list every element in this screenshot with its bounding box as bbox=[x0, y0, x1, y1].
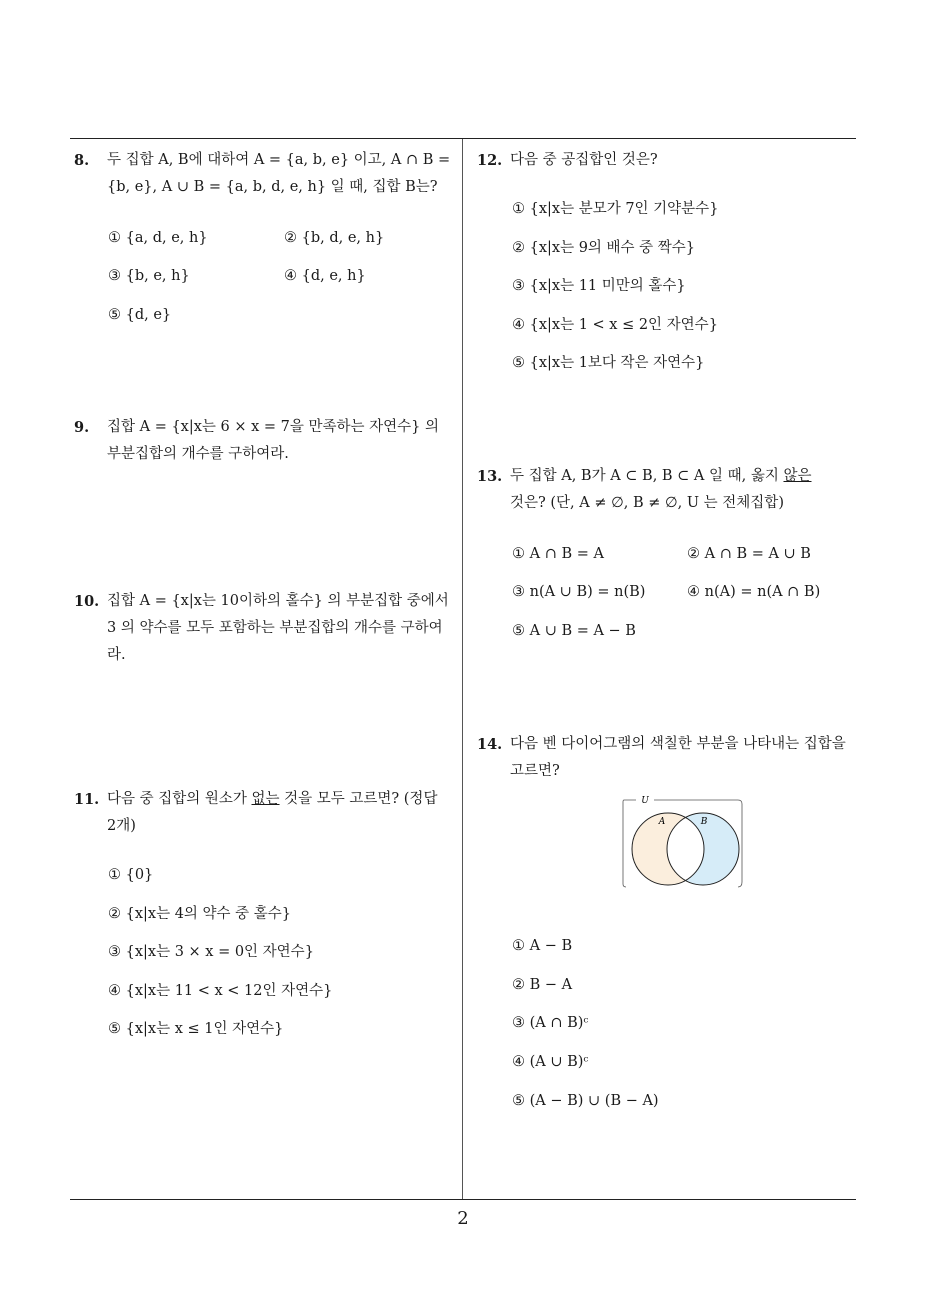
option-4[interactable]: ④ {d, e, h} bbox=[284, 268, 366, 284]
question-line: 두 집합 A, B에 대하여 A = {a, b, e} 이고, A ∩ B = bbox=[107, 152, 451, 168]
question-8 bbox=[74, 147, 456, 201]
option-1[interactable]: ① {0} bbox=[108, 867, 154, 883]
question-line: 부분집합의 개수를 구하여라. bbox=[107, 446, 289, 462]
question-number: 13. bbox=[477, 468, 503, 485]
question-number: 8. bbox=[74, 152, 90, 169]
question-line: {b, e}, A ∪ B = {a, b, d, e, h} 일 때, 집합 B는? bbox=[107, 179, 438, 195]
option-2[interactable]: ② A ∩ B = A ∪ B bbox=[687, 546, 811, 562]
option-2[interactable]: ② {x|x는 9의 배수 중 짝수} bbox=[512, 240, 696, 256]
question-text bbox=[510, 463, 859, 517]
question-line bbox=[107, 786, 456, 813]
option-1[interactable]: ① A − B bbox=[512, 938, 573, 954]
question-number: 10. bbox=[74, 593, 100, 610]
question-line: 다음 벤 다이어그램의 색칠한 부분을 나타내는 집합을 bbox=[510, 736, 846, 752]
question-line: 2개) bbox=[107, 818, 136, 834]
underlined-word: 않은 bbox=[783, 468, 812, 484]
option-4[interactable]: ④ (A ∪ B)ᶜ bbox=[512, 1054, 589, 1070]
option-3[interactable]: ③ n(A ∪ B) = n(B) bbox=[512, 584, 646, 600]
question-text bbox=[510, 731, 859, 785]
question-text-part: 것을 모두 고르면? (정답 bbox=[279, 791, 438, 807]
universe-label: U bbox=[641, 796, 649, 806]
question-text bbox=[510, 147, 859, 174]
question-line: 라. bbox=[107, 647, 126, 663]
underlined-word: 없는 bbox=[251, 791, 280, 807]
column-divider bbox=[462, 139, 463, 1200]
question-number: 12. bbox=[477, 152, 503, 169]
set-b-label: B bbox=[700, 817, 708, 827]
question-text-part: 다음 중 집합의 원소가 bbox=[107, 791, 252, 807]
question-line: 다음 중 공집합인 것은? bbox=[510, 152, 658, 168]
option-2[interactable]: ② {b, d, e, h} bbox=[284, 230, 385, 246]
option-4[interactable]: ④ {x|x는 11 < x < 12인 자연수} bbox=[108, 983, 333, 999]
option-3[interactable]: ③ {x|x는 3 × x = 0인 자연수} bbox=[108, 944, 314, 960]
option-1[interactable]: ① {x|x는 분모가 7인 기약분수} bbox=[512, 201, 719, 217]
question-text bbox=[107, 147, 456, 201]
question-text bbox=[107, 414, 456, 468]
question-number: 14. bbox=[477, 736, 503, 753]
question-14 bbox=[477, 731, 859, 785]
venn-diagram bbox=[620, 794, 746, 890]
option-5[interactable]: ⑤ {x|x는 x ≤ 1인 자연수} bbox=[108, 1021, 284, 1037]
question-text-part: 두 집합 A, B가 A ⊂ B, B ⊂ A 일 때, 옳지 bbox=[510, 468, 784, 484]
question-13 bbox=[477, 463, 859, 517]
option-2[interactable]: ② {x|x는 4의 약수 중 홀수} bbox=[108, 906, 292, 922]
top-rule bbox=[70, 138, 856, 139]
option-1[interactable]: ① A ∩ B = A bbox=[512, 546, 604, 562]
option-5[interactable]: ⑤ {d, e} bbox=[108, 307, 172, 323]
option-3[interactable]: ③ (A ∩ B)ᶜ bbox=[512, 1015, 589, 1031]
option-5[interactable]: ⑤ A ∪ B = A − B bbox=[512, 623, 636, 639]
question-line: 3 의 약수를 모두 포함하는 부분집합의 개수를 구하여 bbox=[107, 620, 443, 636]
question-text bbox=[107, 588, 456, 669]
option-4[interactable]: ④ {x|x는 1 < x ≤ 2인 자연수} bbox=[512, 317, 718, 333]
question-number: 11. bbox=[74, 791, 100, 808]
question-line bbox=[510, 463, 859, 490]
question-line: 집합 A = {x|x는 6 × x = 7을 만족하는 자연수} 의 bbox=[107, 419, 440, 435]
option-5[interactable]: ⑤ (A − B) ∪ (B − A) bbox=[512, 1093, 659, 1109]
set-a-label: A bbox=[658, 817, 666, 827]
option-2[interactable]: ② B − A bbox=[512, 977, 573, 993]
bottom-rule bbox=[70, 1199, 856, 1200]
question-text bbox=[107, 786, 456, 840]
question-11 bbox=[74, 786, 456, 840]
option-1[interactable]: ① {a, d, e, h} bbox=[108, 230, 208, 246]
option-4[interactable]: ④ n(A) = n(A ∩ B) bbox=[687, 584, 821, 600]
question-line: 고르면? bbox=[510, 763, 560, 779]
page-number: 2 bbox=[457, 1208, 469, 1229]
option-5[interactable]: ⑤ {x|x는 1보다 작은 자연수} bbox=[512, 355, 705, 371]
option-3[interactable]: ③ {x|x는 11 미만의 홀수} bbox=[512, 278, 686, 294]
question-line: 집합 A = {x|x는 10이하의 홀수} 의 부분집합 중에서 bbox=[107, 593, 449, 609]
option-3[interactable]: ③ {b, e, h} bbox=[108, 268, 190, 284]
question-number: 9. bbox=[74, 419, 90, 436]
question-10 bbox=[74, 588, 456, 669]
question-12 bbox=[477, 147, 859, 174]
question-line: 것은? (단, A ≠ ∅, B ≠ ∅, U 는 전체집합) bbox=[510, 495, 784, 511]
question-9 bbox=[74, 414, 456, 468]
